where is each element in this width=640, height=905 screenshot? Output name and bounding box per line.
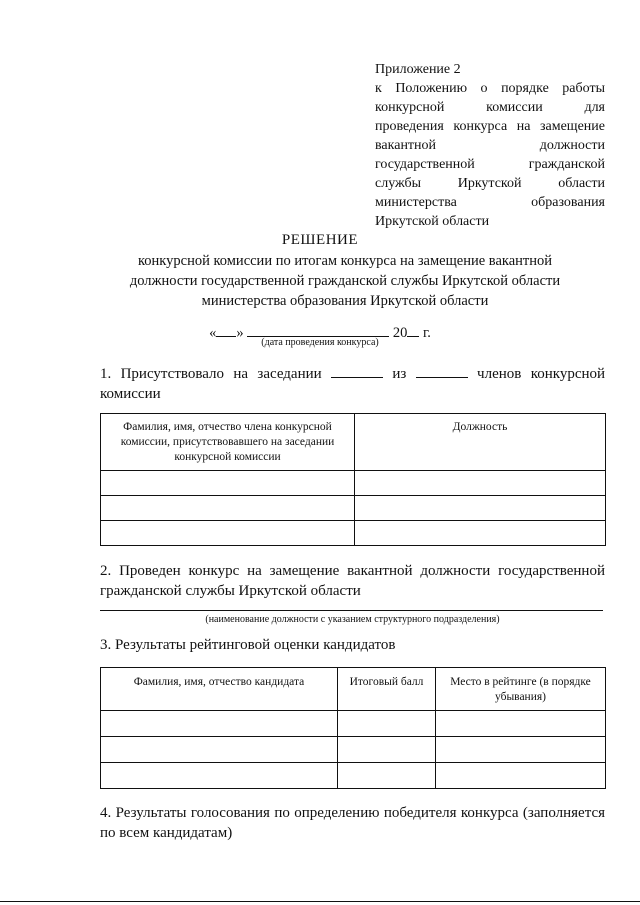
- table-cell[interactable]: [338, 737, 436, 763]
- table-cell[interactable]: [101, 521, 355, 546]
- table-cell[interactable]: [101, 711, 338, 737]
- rating-table: [100, 667, 606, 789]
- table-cell[interactable]: [436, 711, 606, 737]
- table-cell[interactable]: [338, 763, 436, 789]
- year-blank[interactable]: [407, 322, 419, 337]
- position-name-caption: (наименование должности с указанием структурного подразделения): [205, 614, 500, 625]
- close-quote: »: [236, 325, 244, 341]
- table-cell[interactable]: [436, 737, 606, 763]
- rating-table-header: [101, 668, 606, 711]
- members-table: [100, 413, 606, 546]
- section-1-part-b: из: [392, 366, 407, 382]
- table-row: [101, 521, 606, 546]
- table-cell[interactable]: [101, 763, 338, 789]
- table-cell[interactable]: [338, 711, 436, 737]
- section-3-heading: 3. Результаты рейтинговой оценки кандидатов: [100, 637, 396, 653]
- document-subtitle: конкурсной комиссии по итогам конкурса на замещение вакантной должности государственной гражданской службы Иркутской области министерства образования Иркутской области: [129, 253, 561, 309]
- section-4-text: [100, 803, 605, 843]
- section-1-part-c: членов конкурсной: [477, 366, 606, 382]
- appendix-line: вакантной должности: [375, 138, 605, 153]
- appendix-line: службы Иркутской области: [375, 176, 605, 191]
- section-2-text: [100, 561, 605, 601]
- table-row: [101, 496, 606, 521]
- year-suffix: г.: [422, 325, 431, 341]
- appendix-line: Иркутской области: [375, 214, 490, 229]
- section-4-line-1: 4. Результаты голосования по определению победителя конкурса (заполняется: [100, 805, 605, 821]
- members-col-name-label: Фамилия, имя, отчество члена конкурсной комиссии, присутствовавшего на заседании конкурсной комиссии: [120, 421, 335, 463]
- section-1-line-1: [100, 364, 605, 384]
- position-name-blank[interactable]: [100, 610, 603, 611]
- members-table-header: [101, 414, 606, 471]
- section-1-text: [100, 364, 605, 404]
- appendix-line: к Положению о порядке работы: [375, 81, 605, 96]
- date-caption: (дата проведения конкурса): [261, 337, 379, 348]
- table-row: [101, 763, 606, 789]
- table-row: [101, 711, 606, 737]
- appendix-line: Приложение 2: [375, 62, 461, 77]
- table-cell[interactable]: [355, 471, 606, 496]
- section-1-part-a: 1. Присутствовало на заседании: [100, 366, 322, 382]
- appendix-line: министерства образования: [375, 195, 605, 210]
- table-cell[interactable]: [101, 496, 355, 521]
- members-col-name: [101, 414, 355, 471]
- appendix-line: конкурсной комиссии для: [375, 100, 605, 115]
- open-quote: «: [209, 325, 217, 341]
- section-2-line-1: 2. Проведен конкурс на замещение вакантной должности государственной: [100, 563, 605, 579]
- rating-col-place: [436, 668, 606, 711]
- present-count-blank[interactable]: [331, 365, 383, 378]
- appendix-line: государственной гражданской: [375, 157, 605, 172]
- page-footer-rule: [0, 901, 640, 902]
- table-row: [101, 737, 606, 763]
- total-count-blank[interactable]: [416, 365, 468, 378]
- appendix-block: [375, 60, 605, 231]
- table-row: [101, 471, 606, 496]
- document-title: РЕШЕНИЕ: [281, 232, 359, 248]
- rating-col-name: Фамилия, имя, отчество кандидата: [101, 668, 338, 711]
- month-blank[interactable]: [247, 322, 389, 337]
- section-1-line-2: комиссии: [100, 386, 161, 402]
- appendix-line: проведения конкурса на замещение: [375, 119, 605, 134]
- rating-col-score: Итоговый балл: [338, 668, 436, 711]
- year-prefix: 20: [392, 325, 408, 341]
- table-cell[interactable]: [101, 471, 355, 496]
- members-col-position: Должность: [355, 414, 606, 471]
- section-2-line-2: гражданской службы Иркутской области: [100, 583, 361, 599]
- section-4-line-2: по всем кандидатам): [100, 825, 233, 841]
- table-cell[interactable]: [355, 521, 606, 546]
- rating-col-place-label: Место в рейтинге (в порядке убывания): [450, 676, 591, 703]
- table-cell[interactable]: [101, 737, 338, 763]
- day-blank[interactable]: [216, 322, 236, 337]
- table-cell[interactable]: [436, 763, 606, 789]
- table-cell[interactable]: [355, 496, 606, 521]
